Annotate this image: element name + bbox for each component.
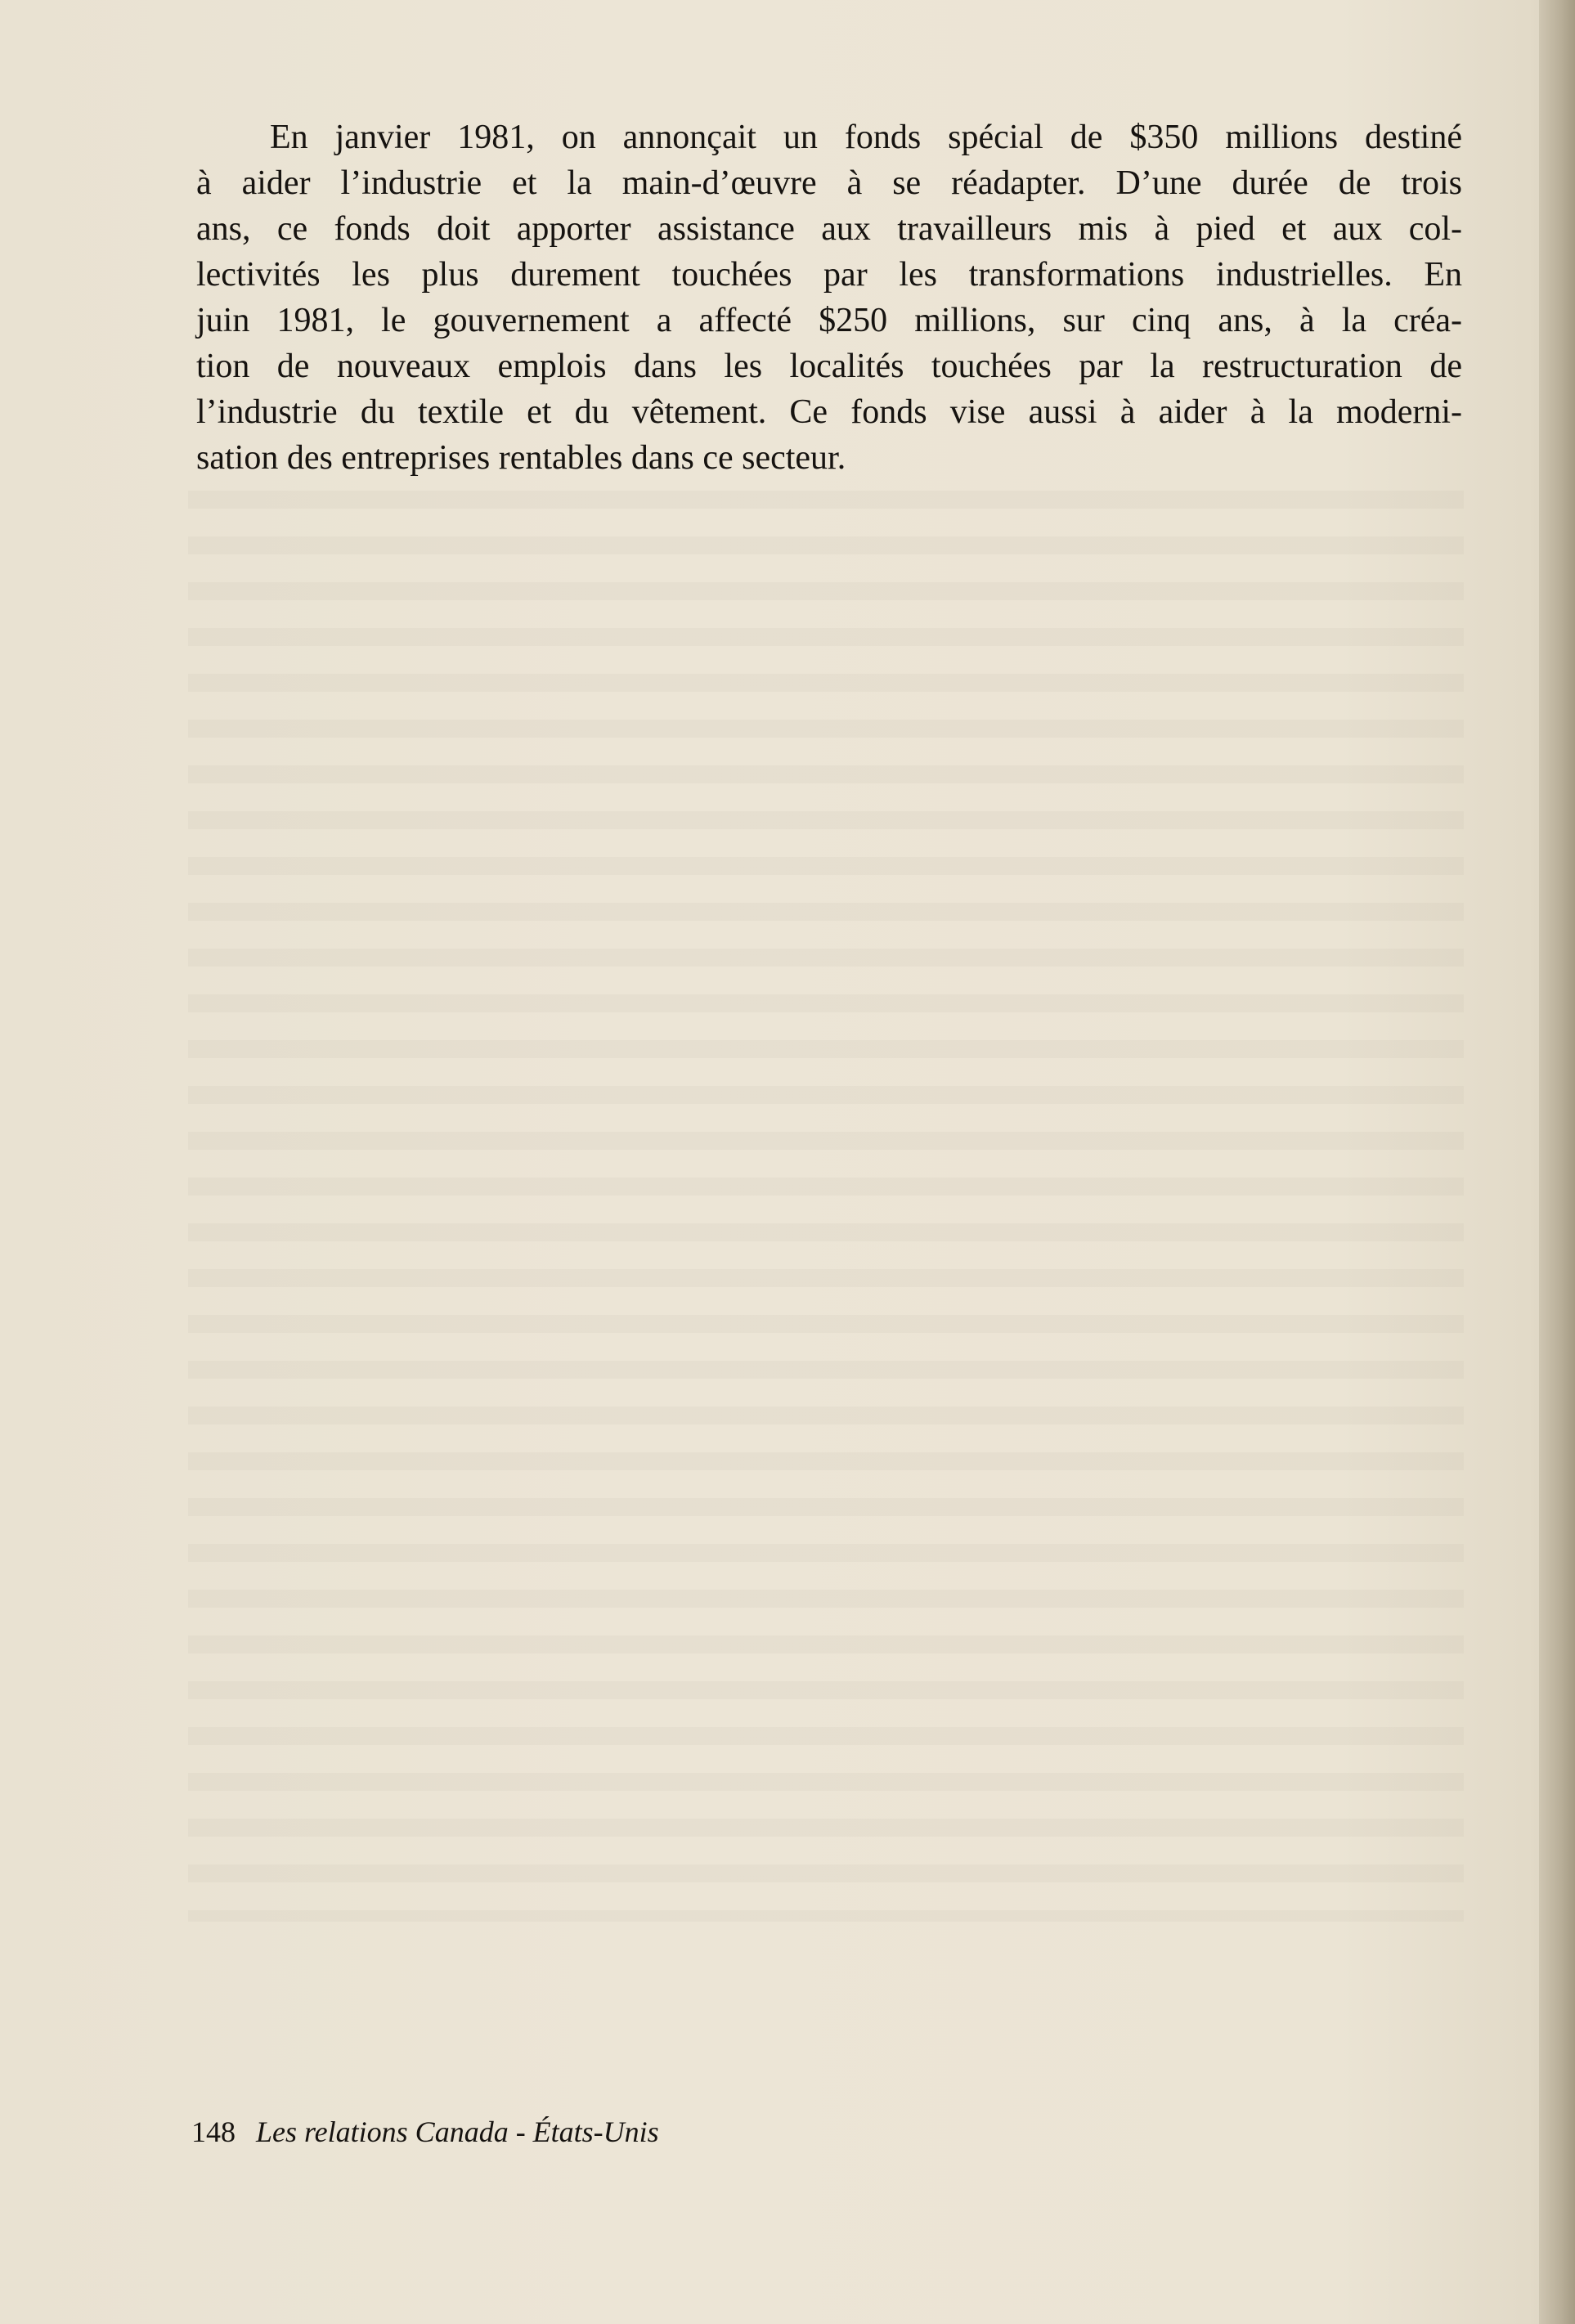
body-paragraph [196, 114, 1462, 481]
paragraph-line: lectivités les plus durement touchées par les transformations industrielles. En [196, 256, 1462, 294]
paragraph-line: sation des entreprises rentables dans ce secteur. [196, 439, 846, 477]
paragraph-line: juin 1981, le gouvernement a affecté $250 millions, sur cinq ans, à la créa- [196, 302, 1462, 339]
running-title: Les relations Canada - États-Unis [256, 2115, 659, 2148]
show-through-reverse-side [188, 491, 1464, 1922]
page-footer [191, 2115, 659, 2149]
paragraph-line: à aider l’industrie et la main-d’œuvre à se réadapter. D’une durée de trois [196, 164, 1462, 202]
paragraph-line: ans, ce fonds doit apporter assistance aux travailleurs mis à pied et aux col- [196, 210, 1462, 248]
paragraph-line: En janvier 1981, on annonçait un fonds spécial de $350 millions destiné [270, 119, 1462, 156]
page-edge-shadow [1539, 0, 1575, 2324]
page-number: 148 [191, 2115, 236, 2148]
paragraph-line: l’industrie du textile et du vêtement. Ce fonds vise aussi à aider à la moderni- [196, 393, 1462, 431]
paragraph-line: tion de nouveaux emplois dans les localités touchées par la restructuration de [196, 348, 1462, 385]
